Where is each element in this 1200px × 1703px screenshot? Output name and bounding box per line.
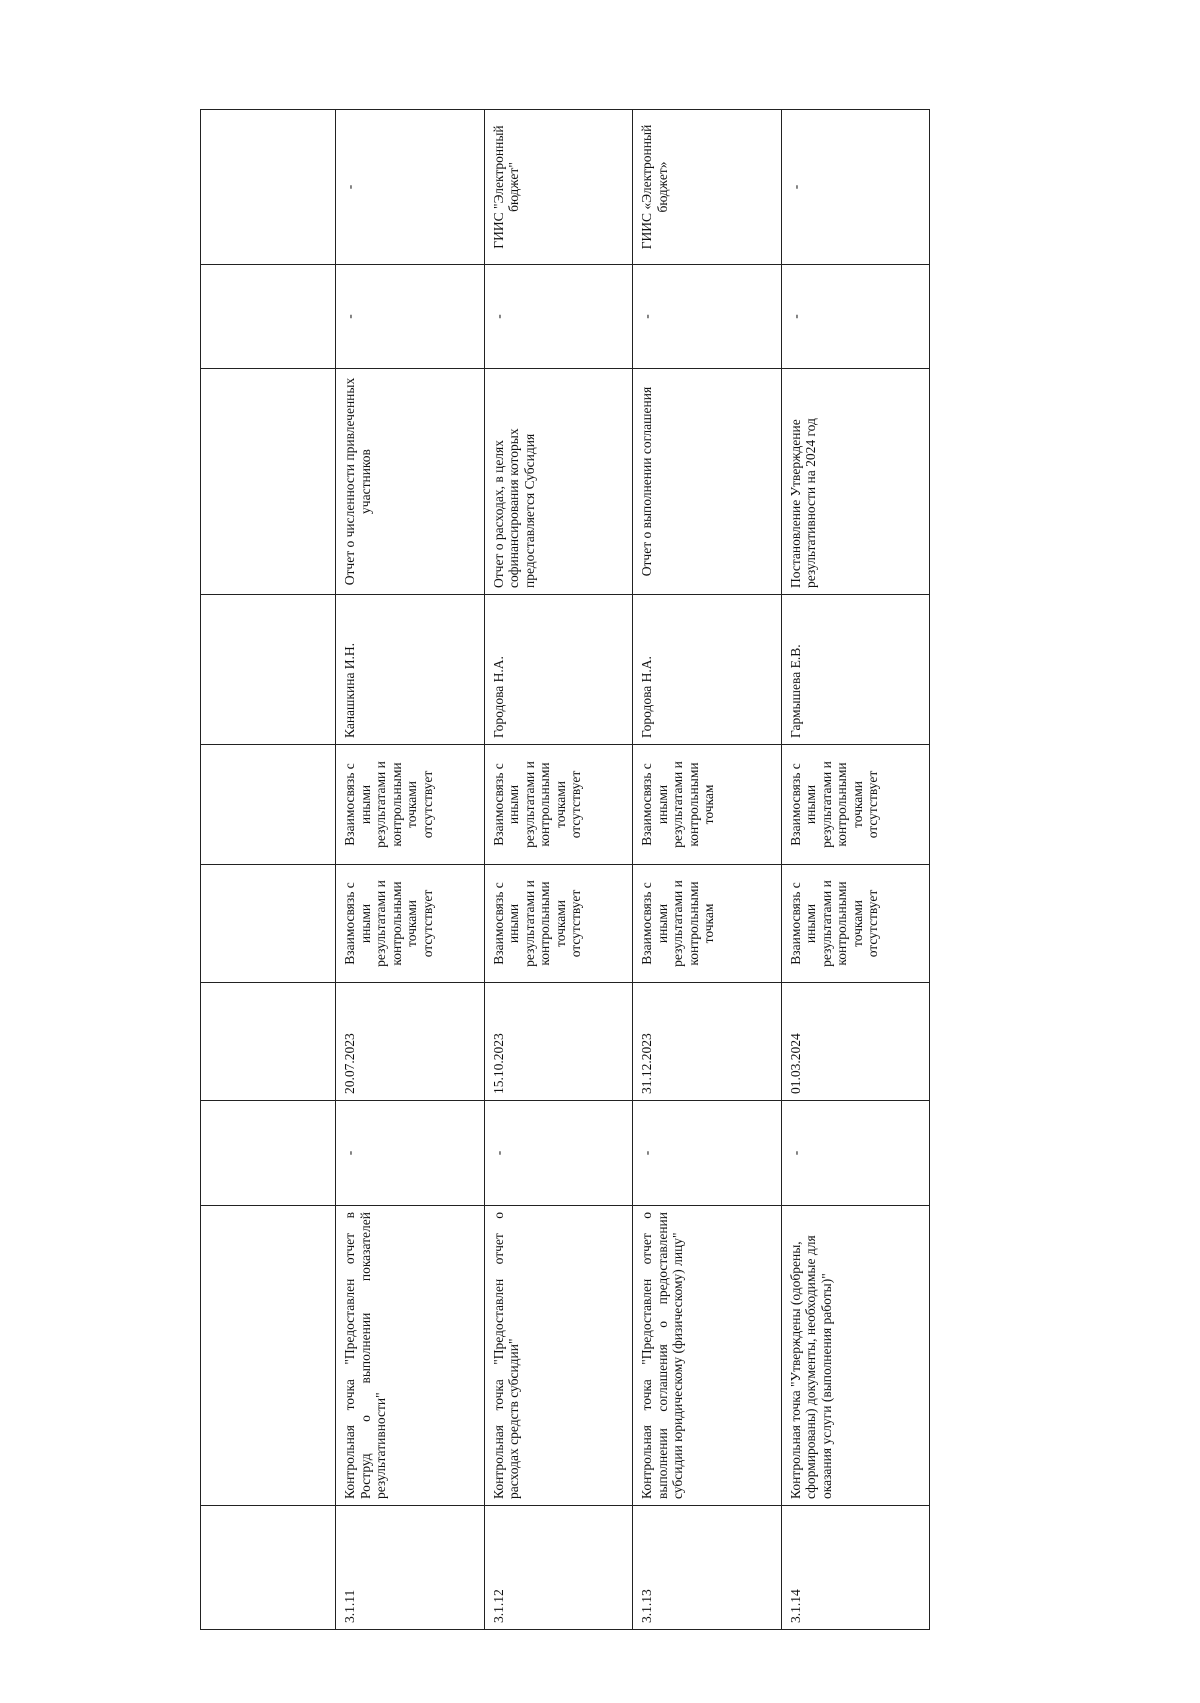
table-row xyxy=(781,110,929,1630)
header-cell xyxy=(201,1506,336,1630)
successor-link: Взаимосвязь с иными результатами и контрольными точками отсутствует xyxy=(781,745,929,865)
document-type: Отчет о численности привлеченных участников xyxy=(336,369,484,595)
document-type: Отчет о расходах, в целях софинансирования которых предоставляется Субсидия xyxy=(484,369,632,595)
end-date: 20.07.2023 xyxy=(336,983,484,1101)
control-level: - xyxy=(336,265,484,369)
control-point-name: Контрольная точка "Предоставлен отчет о расходах средств субсидии" xyxy=(484,1206,632,1506)
end-date: 01.03.2024 xyxy=(781,983,929,1101)
header-cell xyxy=(201,369,336,595)
responsible-person: Гармышева Е.В. xyxy=(781,595,929,745)
header-cell xyxy=(201,745,336,865)
document-type: Постановление Утверждение результативности на 2024 год xyxy=(781,369,929,595)
header-cell xyxy=(201,265,336,369)
predecessor-link: Взаимосвязь с иными результатами и контрольными точками отсутствует xyxy=(781,865,929,983)
control-point-name: Контрольная точка "Предоставлен отчет в Роструд о выполнении показателей результативности" xyxy=(336,1206,484,1506)
rotated-page xyxy=(200,124,930,1630)
predecessor-link: Взаимосвязь с иными результатами и контрольными точками отсутствует xyxy=(336,865,484,983)
info-system: ГИИС «Электронный бюджет» xyxy=(633,110,781,265)
info-system: - xyxy=(781,110,929,265)
end-date: 15.10.2023 xyxy=(484,983,632,1101)
control-point-name: Контрольная точка "Утверждены (одобрены, сформированы) документы, необходимые для оказания услуги (выполнения работы)" xyxy=(781,1206,929,1506)
control-points-table xyxy=(200,109,930,1630)
responsible-person: Городова Н.А. xyxy=(633,595,781,745)
header-cell xyxy=(201,865,336,983)
start-date: - xyxy=(484,1101,632,1206)
start-date: - xyxy=(336,1101,484,1206)
table-row xyxy=(633,110,781,1630)
predecessor-link: Взаимосвязь с иными результатами и контрольными точками отсутствует xyxy=(484,865,632,983)
control-level: - xyxy=(633,265,781,369)
start-date: - xyxy=(633,1101,781,1206)
control-level: - xyxy=(484,265,632,369)
successor-link: Взаимосвязь с иными результатами и контрольными точками отсутствует xyxy=(336,745,484,865)
row-number: 3.1.14 xyxy=(781,1506,929,1630)
successor-link: Взаимосвязь с иными результатами и контрольными точками отсутствует xyxy=(484,745,632,865)
row-number: 3.1.11 xyxy=(336,1506,484,1630)
control-point-name: Контрольная точка "Предоставлен отчет о выполнении соглашения о предоставлении субсидии юридическому (физическому) лицу" xyxy=(633,1206,781,1506)
header-cell xyxy=(201,595,336,745)
end-date: 31.12.2023 xyxy=(633,983,781,1101)
row-number: 3.1.13 xyxy=(633,1506,781,1630)
table-row xyxy=(336,110,484,1630)
header-cell xyxy=(201,983,336,1101)
predecessor-link: Взаимосвязь с иными результатами и контрольными точкам xyxy=(633,865,781,983)
header-cell xyxy=(201,110,336,265)
row-number: 3.1.12 xyxy=(484,1506,632,1630)
header-row xyxy=(201,110,336,1630)
responsible-person: Канашкина И.Н. xyxy=(336,595,484,745)
document-type: Отчет о выполнении соглашения xyxy=(633,369,781,595)
control-level: - xyxy=(781,265,929,369)
header-cell xyxy=(201,1101,336,1206)
info-system: - xyxy=(336,110,484,265)
header-cell xyxy=(201,1206,336,1506)
start-date: - xyxy=(781,1101,929,1206)
successor-link: Взаимосвязь с иными результатами и контрольными точкам xyxy=(633,745,781,865)
table-row xyxy=(484,110,632,1630)
info-system: ГИИС "Электронный бюджет" xyxy=(484,110,632,265)
responsible-person: Городова Н.А. xyxy=(484,595,632,745)
